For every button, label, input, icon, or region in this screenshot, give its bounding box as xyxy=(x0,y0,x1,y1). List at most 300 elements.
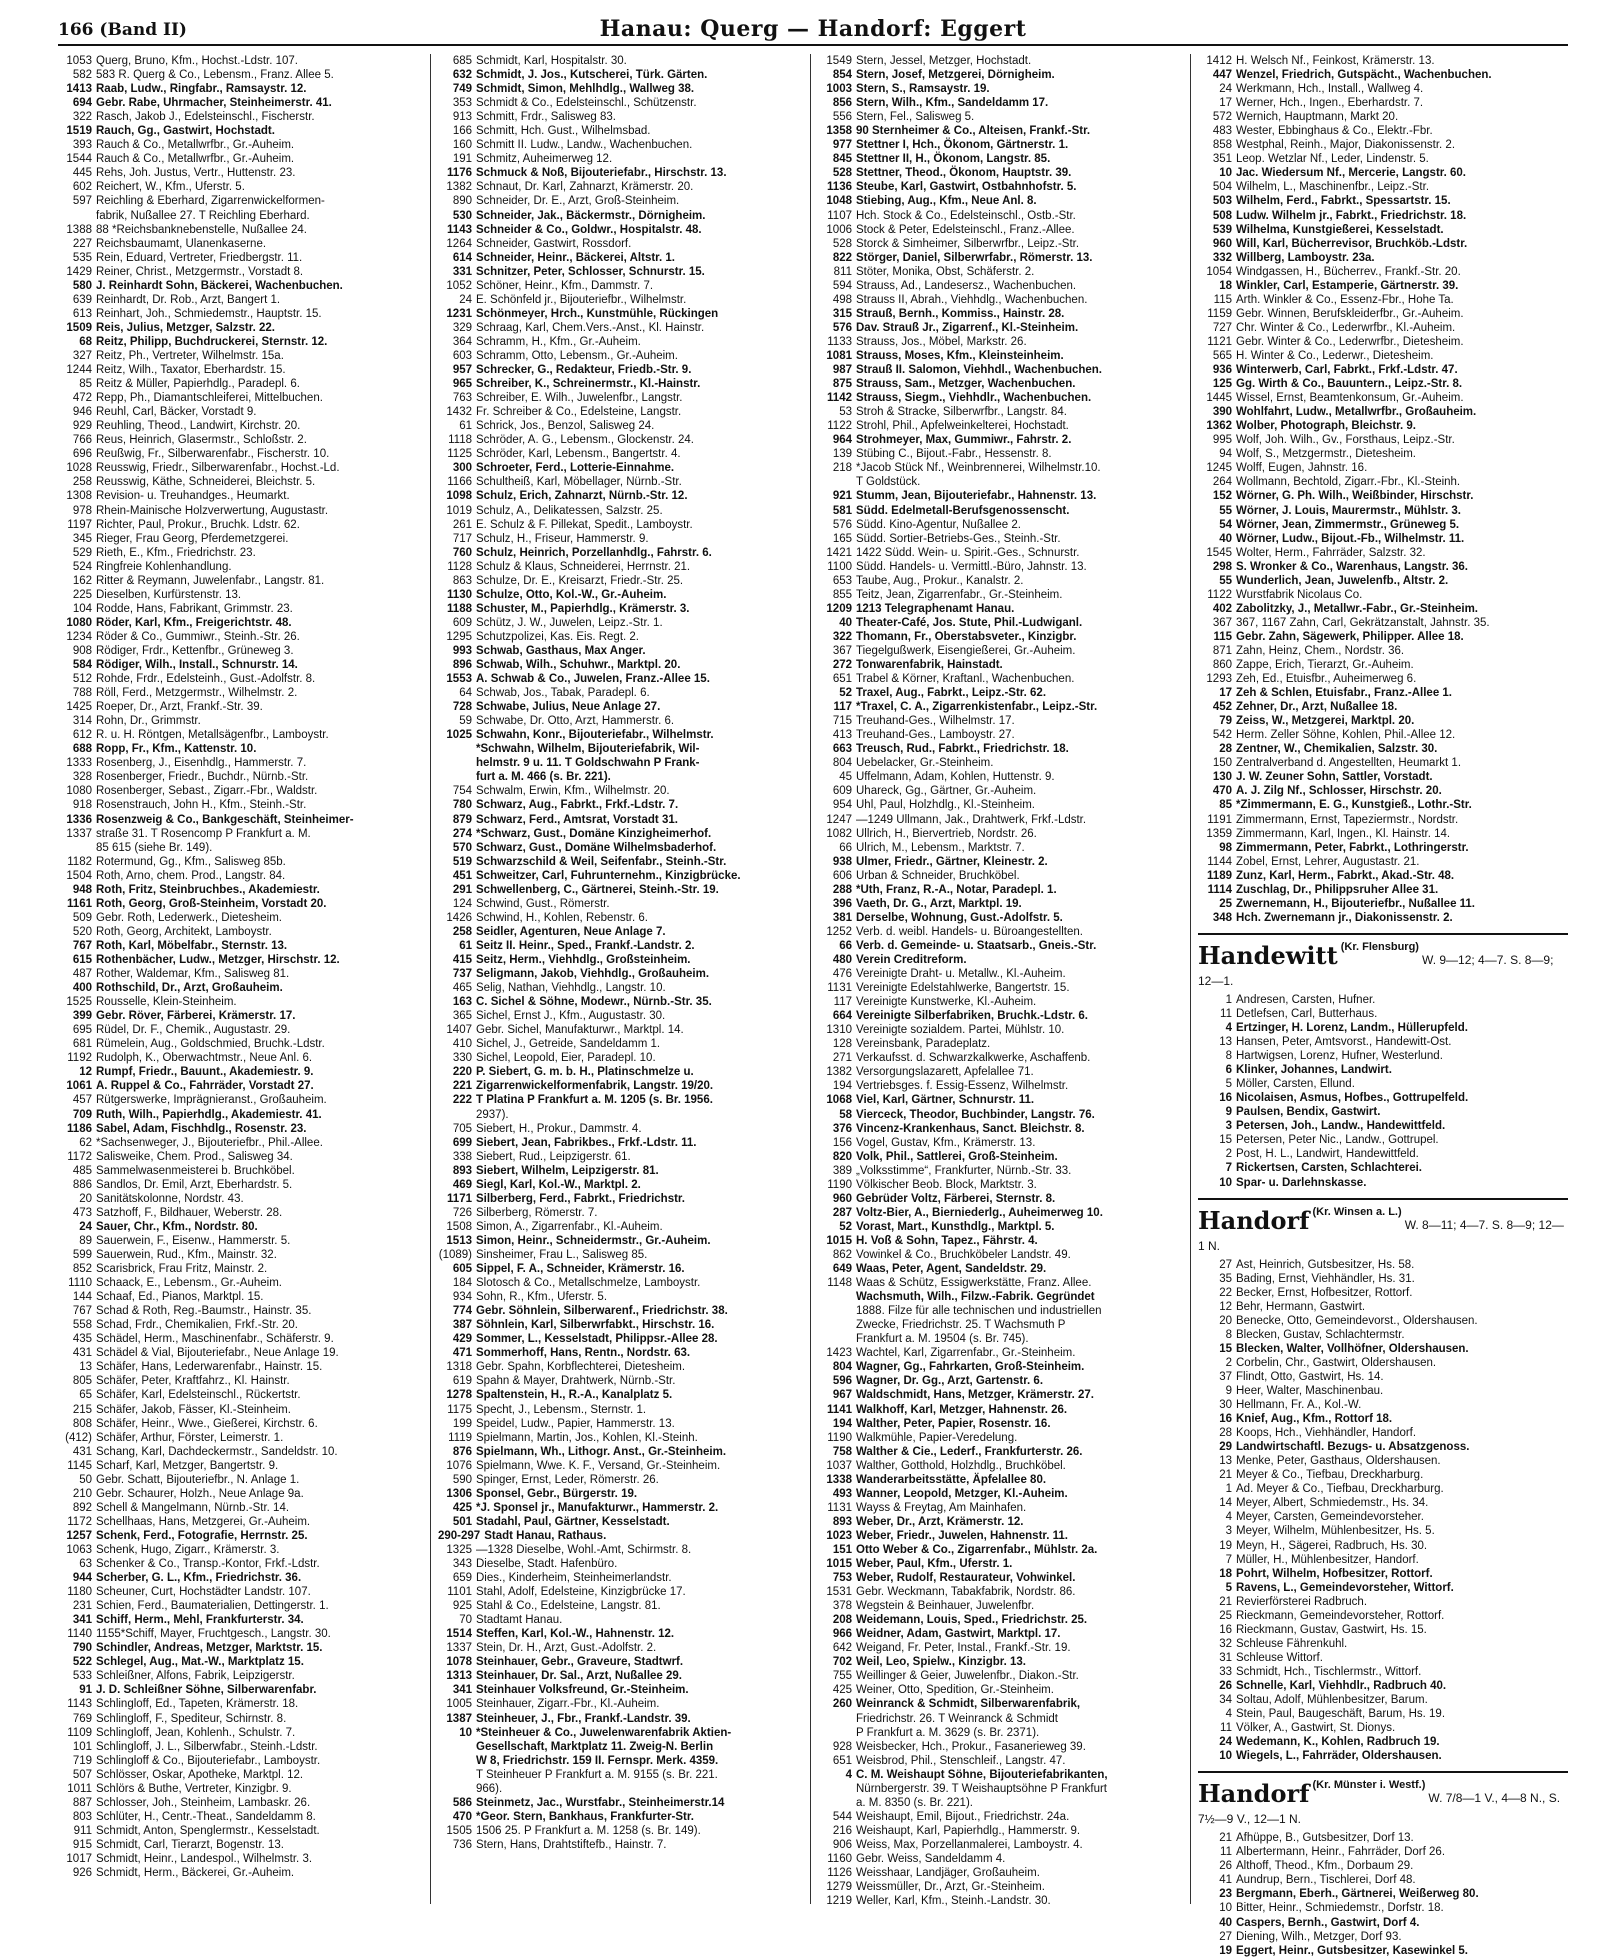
phone-number: 780 xyxy=(452,799,472,812)
entry-text: Wedemann, K., Kohlen, Radbruch 19. xyxy=(1236,1736,1440,1749)
entry-text: Weller, Karl, Kfm., Steinh.-Landstr. 30. xyxy=(856,1895,1051,1908)
directory-entry xyxy=(58,1150,423,1164)
phone-number: 978 xyxy=(72,504,92,517)
phone-number: 1015 xyxy=(826,1234,852,1247)
directory-entry xyxy=(58,194,423,208)
phone-number: 615 xyxy=(72,954,92,966)
entry-text: Roth, Karl, Möbelfabr., Sternstr. 13. xyxy=(96,939,288,952)
entry-text: Stern, Hans, Drahtstiftefb., Hainstr. 7. xyxy=(476,1838,667,1851)
entry-text: Stern, Fel., Salisweg 5. xyxy=(856,111,975,124)
entry-text: Rieger, Frau Georg, Pferdemetzgerei. xyxy=(96,532,289,545)
phone-number: 769 xyxy=(72,1712,92,1725)
phone-number: 1553 xyxy=(446,673,472,686)
phone-number: 1421 xyxy=(826,546,852,559)
phone-number: 476 xyxy=(832,968,852,981)
directory-entry xyxy=(438,1543,806,1557)
directory-entry xyxy=(1198,574,1568,588)
phone-number: 24 xyxy=(79,1220,92,1233)
directory-entry xyxy=(1198,180,1568,194)
directory-entry xyxy=(818,602,1186,616)
entry-text: Reus, Heinrich, Glasermstr., Schloßstr. 2. xyxy=(96,434,307,447)
directory-entry xyxy=(438,110,806,124)
directory-entry xyxy=(58,897,423,911)
phone-number: 758 xyxy=(832,1445,852,1458)
entry-text: Verkaufsst. d. Schwarzkalkwerke, Aschaffenb. xyxy=(856,1052,1091,1065)
directory-entry xyxy=(438,1613,806,1627)
directory-entry xyxy=(818,1374,1186,1388)
phone-number: 965 xyxy=(452,378,472,391)
directory-entry xyxy=(818,1501,1186,1515)
directory-entry xyxy=(1198,363,1568,377)
phone-number: 1306 xyxy=(446,1487,472,1500)
directory-entry xyxy=(818,995,1186,1009)
phone-number: 429 xyxy=(452,1333,472,1346)
directory-entry xyxy=(58,1290,423,1304)
directory-entry xyxy=(438,1079,806,1093)
entry-text: Revision- u. Treuhandges., Heumarkt. xyxy=(96,490,290,503)
directory-entry xyxy=(58,1122,423,1136)
phone-number: 1006 xyxy=(826,223,852,236)
directory-entry xyxy=(818,1824,1186,1838)
directory-entry xyxy=(58,967,423,981)
entry-text: *J. Sponsel jr., Manufakturwr., Hammerstr. 2. xyxy=(476,1501,719,1514)
directory-entry xyxy=(818,419,1186,433)
phone-number: 66 xyxy=(839,841,852,854)
phone-number: 529 xyxy=(72,546,92,559)
directory-entry xyxy=(818,1037,1186,1051)
directory-entry xyxy=(58,1543,423,1557)
phone-number: 199 xyxy=(452,1417,472,1430)
directory-entry xyxy=(438,1403,806,1417)
directory-entry xyxy=(818,1740,1186,1754)
entry-text: Steinmetz, Jac., Wurstfabr., Steinheimerstr.14 xyxy=(476,1796,725,1809)
phone-number: 1244 xyxy=(66,364,92,377)
directory-entry xyxy=(818,1459,1186,1473)
directory-entry xyxy=(818,349,1186,363)
entry-text: Schnelle, Karl, Viehhdlr., Radbruch 40. xyxy=(1236,1679,1447,1692)
entry-text: Walther, Gotthold, Holzhdlg., Bruchköbel. xyxy=(856,1459,1066,1472)
entry-text: Stahl & Co., Edelsteine, Langstr. 81. xyxy=(476,1600,661,1613)
directory-entry xyxy=(438,967,806,981)
directory-entry xyxy=(818,1866,1186,1880)
directory-entry xyxy=(1198,110,1568,124)
entry-text: Wollmann, Bechtold, Zigarr.-Fbr., Kl.-Steinh. xyxy=(1236,476,1461,489)
directory-entry xyxy=(438,546,806,560)
entry-text: Dieselben, Kurfürstenstr. 13. xyxy=(96,588,242,601)
phone-number: 330 xyxy=(452,1052,472,1065)
phone-number: 964 xyxy=(832,434,852,447)
phone-number: 194 xyxy=(832,1080,852,1093)
entry-text: Zimmermann, Karl, Ingen., Kl. Hainstr. 14. xyxy=(1236,827,1451,840)
phone-number: 3 xyxy=(1225,1120,1232,1133)
entry-text: Rödiger, Wilh., Install., Schnurstr. 14. xyxy=(96,659,298,672)
entry-text: Siebert, Jean, Fabrikbes., Frkf.-Ldstr. 11. xyxy=(476,1136,697,1149)
entry-text: Vogel, Gustav, Kfm., Krämerstr. 13. xyxy=(856,1136,1036,1149)
entry-text: J. W. Zeuner Sohn, Sattler, Vorstadt. xyxy=(1236,771,1433,784)
entry-text: Schulz, Erich, Zahnarzt, Nürnb.-Str. 12. xyxy=(476,490,688,503)
phone-number: 892 xyxy=(72,1501,92,1514)
directory-entry xyxy=(1198,1735,1568,1749)
entry-text: Ravens, L., Gemeindevorsteher, Wittorf. xyxy=(1236,1581,1454,1594)
directory-entry xyxy=(438,124,806,138)
directory-entry xyxy=(1198,1916,1568,1930)
entry-text: Reichert, W., Kfm., Uferstr. 5. xyxy=(96,181,245,194)
entry-text: Blecken, Gustav, Schlachtermstr. xyxy=(1236,1328,1405,1341)
directory-entry xyxy=(438,672,806,686)
entry-text: Schneider, Gastwirt, Rossdorf. xyxy=(476,237,632,250)
directory-entry xyxy=(58,391,423,405)
phone-number: 1429 xyxy=(66,265,92,278)
directory-entry xyxy=(58,1768,423,1782)
entry-text: H. Welsch Nf., Feinkost, Krämerstr. 13. xyxy=(1236,55,1435,67)
phone-number: 26 xyxy=(1219,1860,1232,1873)
directory-entry xyxy=(1198,307,1568,321)
phone-number: 890 xyxy=(452,195,472,208)
directory-entry xyxy=(818,1023,1186,1037)
directory-entry xyxy=(1198,1133,1568,1147)
phone-number: 727 xyxy=(1212,321,1232,334)
entry-text: Sinsheimer, Frau L., Salisweg 85. xyxy=(476,1248,648,1261)
phone-number: 663 xyxy=(832,743,852,756)
directory-entry xyxy=(1198,475,1568,489)
directory-entry xyxy=(58,1852,423,1866)
entry-text: Wachtel, Karl, Zigarrenfabr., Gr.-Steinheim. xyxy=(856,1347,1076,1360)
directory-entry xyxy=(1198,672,1568,686)
entry-text: Gebr. Zahn, Sägewerk, Philipper. Allee 18. xyxy=(1236,630,1464,643)
phone-number: 871 xyxy=(1212,644,1232,657)
entry-text: Röder & Co., Gummiwr., Steinh.-Str. 26. xyxy=(96,630,300,643)
directory-entry xyxy=(58,1487,423,1501)
entry-text: Stock & Peter, Edelsteinschl., Franz.-Allee. xyxy=(856,223,1075,236)
phone-number: 726 xyxy=(452,1206,472,1219)
directory-entry xyxy=(438,588,806,602)
phone-number: 61 xyxy=(459,939,472,952)
phone-number: 208 xyxy=(832,1614,852,1627)
entry-text: Satzhoff, F., Bildhauer, Weberstr. 28. xyxy=(96,1206,283,1219)
directory-entry xyxy=(1198,1482,1568,1496)
directory-entry xyxy=(438,532,806,546)
directory-entry xyxy=(818,728,1186,742)
entry-text: Reinhart, Joh., Schmiedemstr., Hauptstr. 15. xyxy=(96,307,322,320)
phone-number: 222 xyxy=(452,1094,472,1107)
phone-number: 960 xyxy=(1212,237,1232,250)
directory-entry xyxy=(818,1543,1186,1557)
directory-entry xyxy=(818,1445,1186,1459)
entry-text: Völkischer Beob. Block, Marktstr. 3. xyxy=(856,1178,1037,1191)
phone-number: 272 xyxy=(832,659,852,672)
directory-entry xyxy=(438,1641,806,1655)
directory-entry xyxy=(438,560,806,574)
phone-number: 887 xyxy=(72,1796,92,1809)
directory-entry xyxy=(438,883,806,897)
phone-number: 431 xyxy=(72,1445,92,1458)
phone-number: 582 xyxy=(72,69,92,82)
directory-entry xyxy=(58,110,423,124)
directory-entry xyxy=(818,223,1186,237)
directory-entry xyxy=(58,1417,423,1431)
phone-number: 55 xyxy=(1219,574,1232,587)
phone-number: 1549 xyxy=(826,55,852,67)
directory-entry xyxy=(58,1683,423,1697)
directory-entry xyxy=(58,124,423,138)
directory-entry xyxy=(818,1571,1186,1585)
directory-entry xyxy=(1198,194,1568,208)
phone-number: 40 xyxy=(1219,1916,1232,1929)
entry-text: Rodde, Hans, Fabrikant, Grimmstr. 23. xyxy=(96,602,293,615)
directory-entry xyxy=(1198,770,1568,784)
entry-text: Walther, Peter, Papier, Rosenstr. 16. xyxy=(856,1417,1051,1430)
entry-text: Detlefsen, Carl, Butterhaus. xyxy=(1236,1007,1378,1020)
phone-number: 445 xyxy=(72,167,92,180)
entry-text: Wunderlich, Jean, Juwelenfb., Altstr. 2. xyxy=(1236,574,1449,587)
entry-text: Schenker & Co., Transp.-Kontor, Frkf.-Ldstr. xyxy=(96,1558,320,1571)
phone-number: 774 xyxy=(452,1305,472,1318)
entry-text: Weisshaar, Landjäger, Großauheim. xyxy=(856,1867,1040,1880)
entry-text: Roth, Georg, Architekt, Lamboystr. xyxy=(96,925,272,938)
phone-number: 1118 xyxy=(448,434,472,447)
directory-entry xyxy=(438,1655,806,1669)
entry-text: Fr. Schreiber & Co., Edelsteine, Langstr. xyxy=(476,406,682,419)
entry-text: Schlosser, Joh., Steinheim, Lambaskr. 26. xyxy=(96,1796,311,1809)
phone-number: 7 xyxy=(1225,1553,1232,1566)
directory-entry xyxy=(818,700,1186,714)
directory-entry xyxy=(58,419,423,433)
directory-entry xyxy=(818,1754,1186,1768)
phone-number: 1076 xyxy=(446,1459,472,1472)
phone-number: 1313 xyxy=(446,1670,472,1683)
entry-text: Wagner, Gg., Fahrkarten, Groß-Steinheim. xyxy=(856,1361,1085,1374)
directory-entry xyxy=(818,433,1186,447)
directory-entry xyxy=(818,251,1186,265)
directory-entry xyxy=(1198,841,1568,855)
entry-text: Rauch & Co., Metallwrfbr., Gr.-Auheim. xyxy=(96,139,295,152)
entry-text: Wanner, Leopold, Metzger, Kl.-Auheim. xyxy=(856,1487,1068,1500)
phone-number: 487 xyxy=(72,968,92,981)
entry-text: Stahl, Adolf, Edelsteine, Kinzigbrücke 17. xyxy=(476,1586,686,1599)
directory-entry xyxy=(438,1838,806,1852)
phone-number: 599 xyxy=(72,1248,92,1261)
phone-number: 1028 xyxy=(66,462,92,475)
entry-text: Schneider, Jak., Bäckermstr., Dörnigheim. xyxy=(476,209,706,222)
directory-entry xyxy=(1198,419,1568,433)
directory-entry xyxy=(818,279,1186,293)
directory-entry xyxy=(438,363,806,377)
directory-entry xyxy=(58,279,423,293)
directory-entry xyxy=(438,1332,806,1346)
directory-entry xyxy=(438,1824,806,1838)
entry-text: Weisbrod, Phil., Stenschleif., Langstr. 47. xyxy=(856,1754,1066,1767)
entry-text: Wolff, Eugen, Jahnstr. 16. xyxy=(1236,462,1368,475)
entry-text: Trabel & Körner, Kraftanl., Wachenbuchen. xyxy=(856,673,1075,686)
phone-number: 1252 xyxy=(826,925,852,938)
phone-number: 25 xyxy=(1219,1609,1232,1622)
directory-entry xyxy=(58,1248,423,1262)
entry-text: Schell & Mangelmann, Nürnb.-Str. 14. xyxy=(96,1501,290,1514)
entry-text: Gebr. Schatt, Bijouteriefbr., N. Anlage 1. xyxy=(96,1473,300,1486)
phone-number: 79 xyxy=(1219,715,1232,728)
directory-entry xyxy=(818,447,1186,461)
directory-entry xyxy=(818,475,1186,489)
directory-entry xyxy=(818,1557,1186,1571)
directory-entry xyxy=(58,939,423,953)
phone-number: 21 xyxy=(1219,1595,1232,1608)
directory-entry xyxy=(1198,560,1568,574)
entry-text: Störger, Daniel, Silberwrfabr., Römerstr. 13. xyxy=(856,251,1093,264)
entry-text: Schmidt, Herm., Bäckerei, Gr.-Auheim. xyxy=(96,1867,295,1880)
directory-entry xyxy=(1198,1524,1568,1538)
entry-text: Reitz, Wilh., Taxator, Eberhardstr. 15. xyxy=(96,364,286,377)
directory-entry xyxy=(1198,602,1568,616)
directory-entry xyxy=(58,1262,423,1276)
directory-entry xyxy=(58,1234,423,1248)
phone-number: 271 xyxy=(832,1052,852,1065)
directory-entry xyxy=(818,855,1186,869)
entry-text: Afhüppe, B., Gutsbesitzer, Dorf 13. xyxy=(1236,1832,1414,1845)
directory-entry xyxy=(438,461,806,475)
phone-number: 1 xyxy=(1225,1483,1232,1496)
entry-text: Stettner II, H., Ökonom, Langstr. 85. xyxy=(856,153,1051,166)
phone-number: 804 xyxy=(832,757,852,770)
entry-text: Schmidt, J. Jos., Kutscherei, Türk. Gärten. xyxy=(476,69,708,82)
phone-number: 1337 xyxy=(66,827,92,840)
entry-text: Schwab, Jos., Tabak, Paradepl. 6. xyxy=(476,687,650,700)
phone-number: 322 xyxy=(832,630,852,643)
column-4 xyxy=(1198,54,1568,1957)
directory-entry xyxy=(58,686,423,700)
phone-number: 766 xyxy=(72,434,92,447)
entry-text: Urban & Schneider, Bruchköbel. xyxy=(856,869,1020,882)
entry-text: Vereinigte sozialdem. Partei, Mühlstr. 10. xyxy=(856,1024,1065,1037)
directory-entry xyxy=(818,827,1186,841)
phone-number: 619 xyxy=(452,1375,472,1388)
phone-number: 524 xyxy=(72,560,92,573)
directory-entry xyxy=(818,1655,1186,1669)
entry-text: Stadahl, Paul, Gärtner, Kesselstadt. xyxy=(476,1515,670,1528)
directory-entry xyxy=(438,1782,806,1796)
directory-entry xyxy=(58,1318,423,1332)
phone-number: 396 xyxy=(832,897,852,910)
entry-text: P Frankfurt a. M. 3629 (s. Br. 2371). xyxy=(856,1726,1040,1739)
directory-entry xyxy=(1198,546,1568,560)
directory-entry xyxy=(818,1262,1186,1276)
directory-entry xyxy=(438,714,806,728)
entry-text: Schad & Roth, Reg.-Baumstr., Hainstr. 35. xyxy=(96,1305,312,1318)
entry-text: Strauss, Moses, Kfm., Kleinsteinheim. xyxy=(856,349,1064,362)
entry-text: Strauss, Jos., Möbel, Markstr. 26. xyxy=(856,335,1027,348)
entry-text: Rother, Waldemar, Kfm., Salisweg 81. xyxy=(96,968,290,981)
entry-text: Schleißner, Alfons, Fabrik, Leipzigerstr. xyxy=(96,1670,295,1683)
directory-entry xyxy=(438,68,806,82)
phone-number: 1121 xyxy=(1207,335,1232,348)
directory-entry xyxy=(818,672,1186,686)
entry-text: Ullrich, H., Biervertrieb, Nordstr. 26. xyxy=(856,827,1037,840)
phone-number: 162 xyxy=(72,574,92,587)
phone-number: 681 xyxy=(72,1038,92,1051)
entry-text: Rohde, Frdr., Edelsteinh., Gust.-Adolfstr. 8. xyxy=(96,673,316,686)
phone-number: 590 xyxy=(452,1473,472,1486)
entry-text: Meyer, Carsten, Gemeindevorsteher. xyxy=(1236,1511,1424,1524)
entry-text: Becker, Ernst, Hofbesitzer, Rottorf. xyxy=(1236,1286,1413,1299)
phone-number: 790 xyxy=(72,1642,92,1655)
phone-number: 1 xyxy=(1225,993,1232,1006)
directory-entry xyxy=(438,1487,806,1501)
directory-entry xyxy=(58,1023,423,1037)
directory-entry xyxy=(438,1178,806,1192)
directory-entry xyxy=(438,1220,806,1234)
directory-entry xyxy=(58,672,423,686)
phone-number: 63 xyxy=(79,1558,92,1571)
phone-number: 91 xyxy=(79,1684,92,1697)
phone-number: 954 xyxy=(832,799,852,812)
entry-text: Salisweike, Chem. Prod., Salisweg 34. xyxy=(96,1150,293,1163)
entry-text: Meyer, Albert, Schmiedemstr., Hs. 34. xyxy=(1236,1497,1429,1510)
directory-entry xyxy=(1198,518,1568,532)
phone-number: 1100 xyxy=(827,560,852,573)
phone-number: 151 xyxy=(832,1543,852,1556)
directory-entry xyxy=(818,391,1186,405)
phone-number: 328 xyxy=(72,771,92,784)
phone-number: 1109 xyxy=(67,1726,92,1739)
directory-entry xyxy=(818,1065,1186,1079)
section-heading xyxy=(1198,1771,1568,1827)
entry-text: Schmuck & Noß, Bijouteriefabr., Hirschstr. 13. xyxy=(476,167,727,180)
directory-columns xyxy=(58,54,1568,1957)
entry-text: Werner, Hch., Ingen., Eberhardstr. 7. xyxy=(1236,97,1424,110)
directory-entry xyxy=(818,1009,1186,1023)
directory-entry xyxy=(438,1459,806,1473)
directory-entry xyxy=(1198,1944,1568,1958)
entry-text: Schmitt II. Ludw., Landw., Wachenbuchen. xyxy=(476,139,693,152)
phone-number: 1037 xyxy=(826,1459,852,1472)
directory-entry xyxy=(1198,237,1568,251)
phone-number: 699 xyxy=(452,1136,472,1149)
directory-entry xyxy=(438,1248,806,1262)
directory-entry xyxy=(818,1178,1186,1192)
directory-entry xyxy=(438,1234,806,1248)
entry-text: Schuster, M., Papierhdlg., Krämerstr. 3. xyxy=(476,602,690,615)
directory-entry xyxy=(818,1599,1186,1613)
phone-number: 651 xyxy=(832,673,852,686)
directory-entry xyxy=(438,180,806,194)
directory-entry xyxy=(58,1796,423,1810)
entry-text: Schlingloff & Co., Bijouteriefabr., Lamboystr. xyxy=(96,1754,321,1767)
phone-number: 5 xyxy=(1225,1581,1232,1594)
entry-text: Zappe, Erich, Tierarzt, Gr.-Auheim. xyxy=(1236,659,1414,672)
phone-number: 520 xyxy=(72,925,92,938)
directory-entry xyxy=(1198,138,1568,152)
directory-entry xyxy=(818,1360,1186,1374)
column-1 xyxy=(58,54,423,1904)
phone-number: 639 xyxy=(72,293,92,306)
phone-number: 763 xyxy=(452,392,472,405)
entry-text: Gesellschaft, Marktplatz 11. Zweig-N. Berlin xyxy=(476,1740,714,1753)
phone-number: 225 xyxy=(72,588,92,601)
entry-text: Stern, Jessel, Metzger, Hochstadt. xyxy=(856,55,1032,67)
phone-number: 913 xyxy=(452,111,472,124)
entry-text: Zeiss, W., Metzgerei, Marktpl. 20. xyxy=(1236,715,1415,728)
entry-text: Vaeth, Dr. G., Arzt, Marktpl. 19. xyxy=(856,897,1022,910)
directory-entry xyxy=(818,616,1186,630)
phone-number: 165 xyxy=(832,532,852,545)
phone-number: 893 xyxy=(832,1515,852,1528)
phone-number: 1003 xyxy=(826,83,852,96)
directory-entry xyxy=(1198,1105,1568,1119)
phone-number: 767 xyxy=(72,939,92,952)
entry-text: Wolf, Joh. Wilh., Gv., Forsthaus, Leipz.-Str. xyxy=(1236,434,1455,447)
directory-entry xyxy=(818,532,1186,546)
directory-entry xyxy=(818,1712,1186,1726)
phone-number: 413 xyxy=(832,729,852,742)
